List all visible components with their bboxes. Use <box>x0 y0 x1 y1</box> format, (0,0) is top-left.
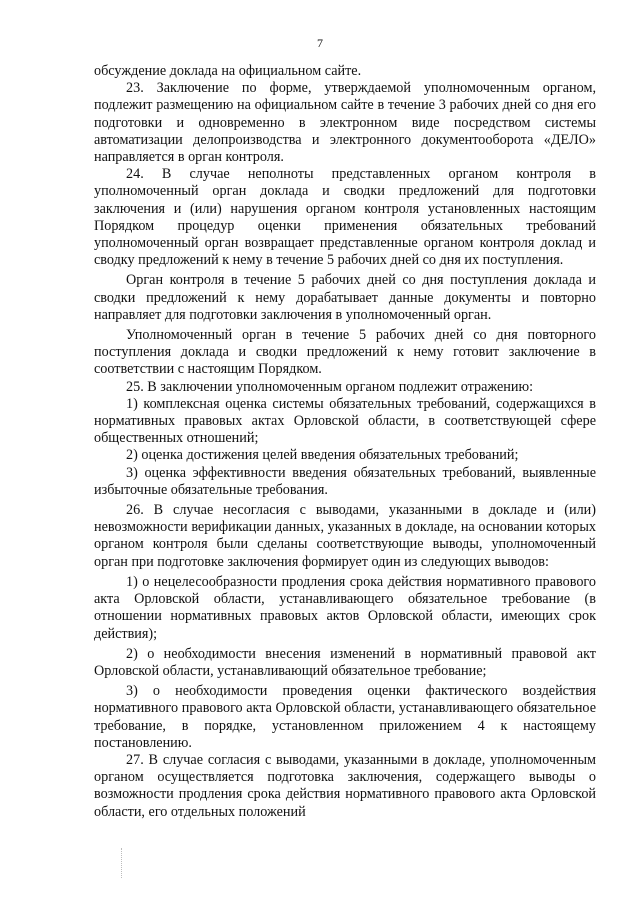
paragraph: 23. Заключение по форме, утверждаемой уполномоченным органом, подлежит размещению на официальном сайте в течение 3 рабочих дней со дня его подготовки и одновременно в электронном виде посредством системы автоматизации делопроизводства и электронного документооборота «ДЕЛО» направляется в орган контроля. <box>94 80 596 166</box>
scan-margin-mark <box>121 848 123 878</box>
paragraph: 3) оценка эффективности введения обязательных требований, выявленные избыточные обязательные требования. <box>94 464 596 498</box>
paragraph: 24. В случае неполноты представленных органом контроля в уполномоченный орган доклада и сводки предложений для подготовки заключения и (или) нарушения органом контроля установленных настоящим Порядком процедур оценки применения обязательных требований уполномоченный орган возвращает представленные органом контроля доклад и сводку предложений к нему в течение 5 рабочих дней со дня их поступления. <box>94 166 596 269</box>
paragraph: Орган контроля в течение 5 рабочих дней со дня поступления доклада и сводки предложений к нему дорабатывает данные документы и повторно направляет для подготовки заключения в уполномоченный орган. <box>94 272 596 323</box>
page-number: 7 <box>317 36 323 50</box>
paragraph: 1) комплексная оценка системы обязательных требований, содержащихся в нормативных правовых актах Орловской области, в соответствующей сфере общественных отношений; <box>94 395 596 447</box>
paragraph: 26. В случае несогласия с выводами, указанными в докладе и (или) невозможности верификации данных, указанных в докладе, на основании которых органом контроля были сделаны соответствующие выводы, уполномоченный орган при подготовке заключения формирует один из следующих выводов: <box>94 502 596 570</box>
document-body <box>94 63 596 821</box>
paragraph: Уполномоченный орган в течение 5 рабочих дней со дня повторного поступления доклада и сводки предложений к нему готовит заключение в соответствии с настоящим Порядком. <box>94 327 596 378</box>
paragraph: 3) о необходимости проведения оценки фактического воздействия нормативного правового акта Орловской области, устанавливающего обязательное требование, в порядке, установленном приложением 4 к настоящему постановлению. <box>94 683 596 751</box>
paragraph: 1) о нецелесообразности продления срока действия нормативного правового акта Орловской области, устанавливающего обязательное требование (в отношении нормативных правовых актов Орловской области, имеющих срок действия); <box>94 573 596 642</box>
paragraph: 2) оценка достижения целей введения обязательных требований; <box>126 447 519 464</box>
paragraph: 25. В заключении уполномоченным органом подлежит отражению: <box>126 378 534 395</box>
paragraph: 27. В случае согласия с выводами, указанными в докладе, уполномоченным органом осуществляется подготовка заключения, содержащего выводы о возможности продления срока действия нормативного правового акта Орловской области, его отдельных положений <box>94 751 596 820</box>
paragraph: обсуждение доклада на официальном сайте. <box>94 63 362 79</box>
paragraph: 2) о необходимости внесения изменений в нормативный правовой акт Орловской области, устанавливающий обязательное требование; <box>94 645 596 679</box>
